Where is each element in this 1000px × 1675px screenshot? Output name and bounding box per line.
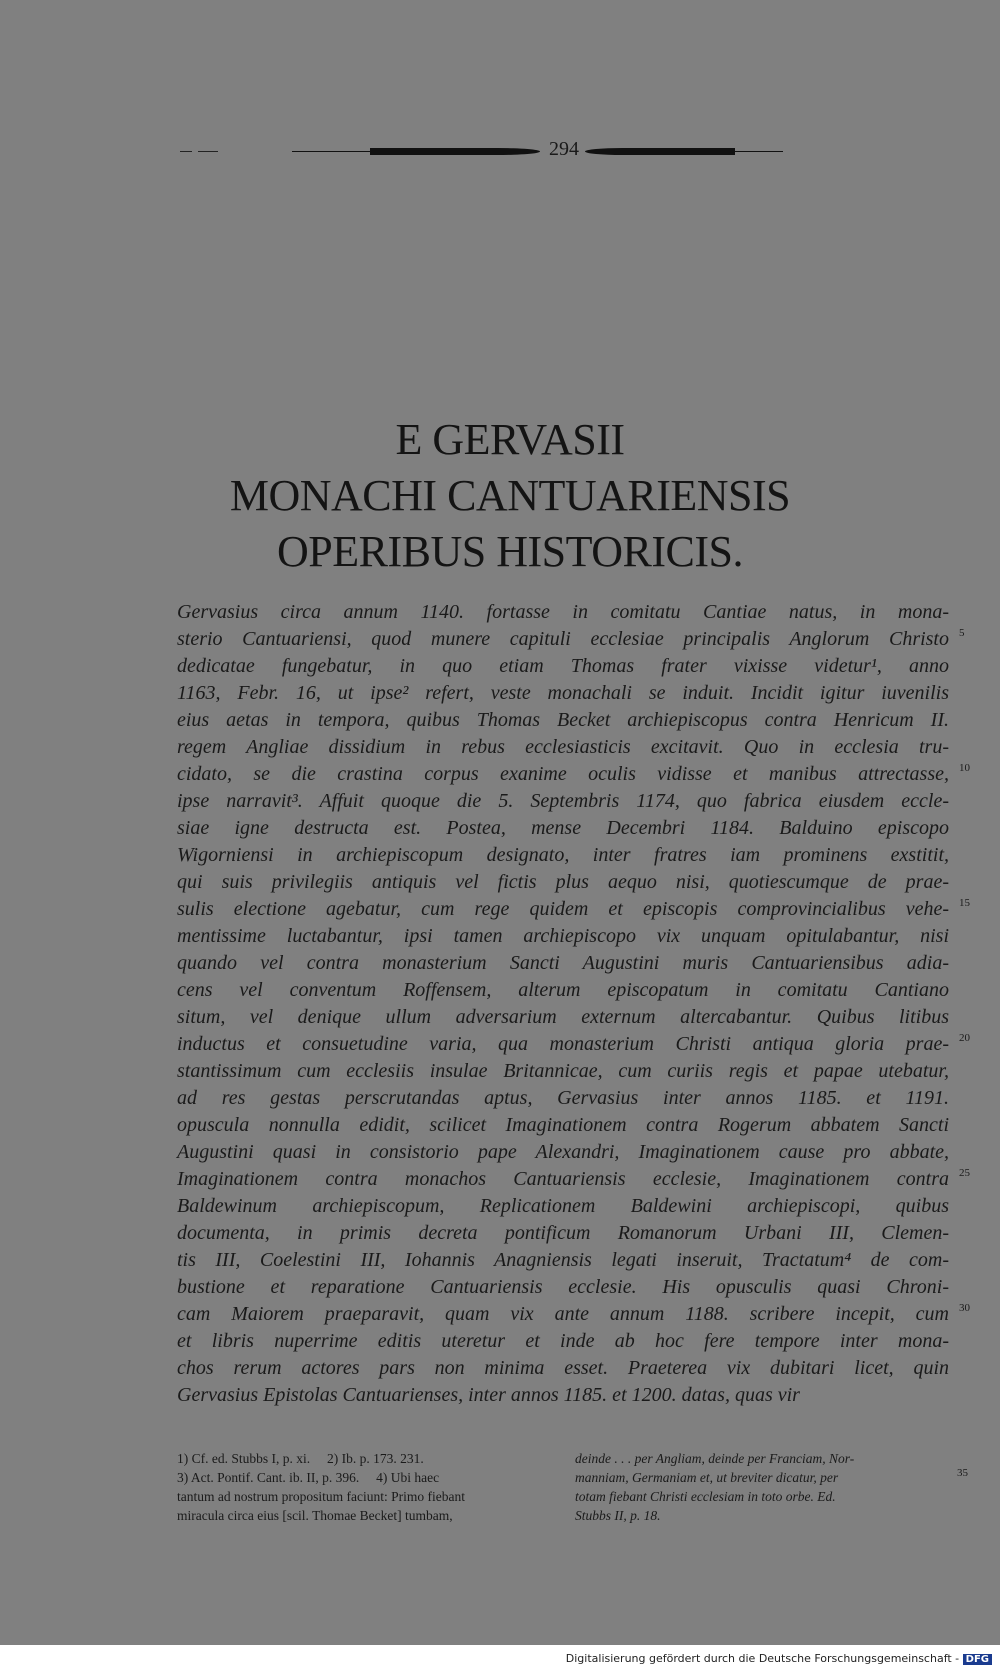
text-line-content: dedicatae fungebatur, in quo etiam Thomas frater vixisse videtur¹, anno bbox=[177, 655, 949, 677]
text-line-content: qui suis privilegiis antiquis vel fictis plus aequo nisi, quotiescumque de prae- bbox=[177, 871, 949, 893]
title-line: OPERIBUS HISTORICIS. bbox=[277, 527, 743, 576]
text-line-content: inductus et consuetudine varia, qua monasterium Christi antiqua gloria prae- bbox=[177, 1033, 949, 1055]
text-line bbox=[177, 626, 965, 653]
title-line: MONACHI CANTUARIENSIS bbox=[229, 471, 791, 520]
body-text bbox=[177, 599, 970, 1409]
title-line: E GERVASII bbox=[395, 415, 625, 464]
text-line-content: chos rerum actores pars non minima esset. Praeterea vix dubitari licet, quin bbox=[177, 1357, 949, 1379]
text-line-content: mentissime luctabantur, ipsi tamen archiepiscopo vix unquam opitulabantur, nisi bbox=[177, 925, 949, 947]
footnote-text: manniam, Germaniam et, ut breviter dicatur, per bbox=[575, 1470, 839, 1485]
line-number: 5 bbox=[959, 627, 965, 639]
footnote-text: Stubbs II, p. 18. bbox=[575, 1508, 661, 1523]
text-line-content: Baldewinum archiepiscopum, Replicationem Baldewini archiepiscopi, quibus bbox=[177, 1195, 949, 1217]
text-line bbox=[177, 1247, 955, 1274]
page-header bbox=[0, 138, 1000, 162]
text-line-content: cidato, se die crastina corpus exanime oculis vidisse et manibus attrectasse, bbox=[177, 763, 949, 785]
text-line bbox=[177, 599, 955, 626]
text-line-content: situm, vel denique ullum adversarium externum altercabantur. Quibus litibus bbox=[177, 1006, 949, 1028]
line-number: 30 bbox=[959, 1302, 970, 1314]
footnote-line: 3) Act. Pontif. Cant. ib. II, p. 396. 4) Ubi haec bbox=[177, 1470, 440, 1485]
text-line-content: Imaginationem contra monachos Cantuariensis ecclesie, Imaginationem contra bbox=[177, 1168, 949, 1190]
text-line bbox=[177, 950, 955, 977]
footnote-line bbox=[575, 1506, 955, 1525]
header-rule bbox=[370, 148, 540, 155]
text-line-content: sulis electione agebatur, cum rege quidem et episcopis comprovincialibus vehe- bbox=[177, 898, 949, 920]
text-line bbox=[177, 653, 955, 680]
text-line-content: sterio Cantuariensi, quod munere capituli ecclesiae principalis Anglorum Christo bbox=[177, 628, 949, 650]
text-line-content: Augustini quasi in consistorio pape Alexandri, Imaginationem cause pro abbate, bbox=[177, 1141, 949, 1163]
text-line bbox=[177, 1031, 970, 1058]
page-title bbox=[180, 412, 840, 580]
text-line-content: stantissimum cum ecclesiis insulae Britannicae, cum curiis regis et papae utebatur, bbox=[177, 1060, 949, 1082]
text-line bbox=[177, 734, 955, 761]
footnote-line bbox=[575, 1487, 955, 1506]
text-line bbox=[177, 788, 955, 815]
line-number: 35 bbox=[957, 1467, 968, 1479]
footnote-line: 1) Cf. ed. Stubbs I, p. xi. 2) Ib. p. 173. 231. bbox=[177, 1451, 424, 1466]
text-line-content: opuscula nonnulla edidit, scilicet Imaginationem contra Rogerum abbatem Sancti bbox=[177, 1114, 949, 1136]
digitization-credit bbox=[566, 1652, 992, 1665]
text-line bbox=[177, 896, 970, 923]
text-line-content: Gervasius Epistolas Cantuarienses, inter annos 1185. et 1200. datas, quas vir bbox=[177, 1384, 800, 1406]
text-line bbox=[177, 923, 955, 950]
line-number: 10 bbox=[959, 762, 970, 774]
text-line bbox=[177, 1085, 955, 1112]
text-line-content: ipse narravit³. Affuit quoque die 5. Septembris 1174, quo fabrica eiusdem eccle- bbox=[177, 790, 949, 812]
header-rule bbox=[585, 148, 735, 155]
line-number: 20 bbox=[959, 1032, 970, 1044]
text-line bbox=[177, 1004, 955, 1031]
header-rule bbox=[180, 151, 192, 152]
text-line-content: et libris nuperrime editis uteretur et inde ab hoc fere tempore inter mona- bbox=[177, 1330, 949, 1352]
text-line-content: documenta, in primis decreta pontificum Romanorum Urbani III, Clemen- bbox=[177, 1222, 949, 1244]
text-line bbox=[177, 1301, 970, 1328]
text-line-content: 1163, Febr. 16, ut ipse² refert, veste monachali se induit. Incidit igitur iuvenilis bbox=[177, 682, 949, 704]
text-line-content: bustione et reparatione Cantuariensis ecclesie. His opusculis quasi Chroni- bbox=[177, 1276, 949, 1298]
footnote-text: deinde . . . per Angliam, deinde per Franciam, Nor- bbox=[575, 1451, 855, 1466]
text-line-content: Wigorniensi in archiepiscopum designato, inter fratres iam prominens exstitit, bbox=[177, 844, 949, 866]
footnotes-right bbox=[575, 1449, 968, 1525]
credit-text: Digitalisierung gefördert durch die Deutsche Forschungsgemeinschaft - bbox=[565, 1652, 960, 1665]
text-line bbox=[177, 1166, 970, 1193]
text-line-content: Gervasius circa annum 1140. fortasse in comitatu Cantiae natus, in mona- bbox=[177, 601, 949, 623]
text-line bbox=[177, 707, 955, 734]
footnote-line bbox=[575, 1467, 968, 1487]
text-line bbox=[177, 815, 955, 842]
text-line bbox=[177, 1112, 955, 1139]
text-line bbox=[177, 1274, 955, 1301]
footnote-text: totam fiebant Christi ecclesiam in toto orbe. Ed. bbox=[575, 1489, 836, 1504]
text-line-content: cam Maiorem praeparavit, quam vix ante annum 1188. scribere incepit, cum bbox=[177, 1303, 949, 1325]
header-rule bbox=[733, 151, 783, 152]
text-line bbox=[177, 1058, 955, 1085]
text-line bbox=[177, 1139, 955, 1166]
text-line bbox=[177, 1382, 955, 1409]
text-line-content: tis III, Coelestini III, Iohannis Anagniensis legati inseruit, Tractatum⁴ de com- bbox=[177, 1249, 949, 1271]
text-line-content: ad res gestas perscrutandas aptus, Gervasius inter annos 1185. et 1191. bbox=[177, 1087, 949, 1109]
text-line bbox=[177, 1355, 955, 1382]
footnote-line bbox=[575, 1449, 955, 1468]
text-line bbox=[177, 1220, 955, 1247]
line-number: 25 bbox=[959, 1167, 970, 1179]
text-line-content: cens vel conventum Roffensem, alterum episcopatum in comitatu Cantiano bbox=[177, 979, 949, 1001]
text-line-content: quando vel contra monasterium Sancti Augustini muris Cantuariensibus adia- bbox=[177, 952, 949, 974]
text-line-content: eius aetas in tempora, quibus Thomas Becket archiepiscopus contra Henricum II. bbox=[177, 709, 949, 731]
footnotes-left bbox=[177, 1449, 549, 1525]
footnote-line: tantum ad nostrum propositum faciunt: Primo fiebant bbox=[177, 1489, 465, 1504]
text-line bbox=[177, 680, 955, 707]
header-rule bbox=[198, 151, 218, 152]
footnote-line: miracula circa eius [scil. Thomae Becket] tumbam, bbox=[177, 1508, 453, 1523]
text-line bbox=[177, 1328, 955, 1355]
page-number: 294 bbox=[549, 138, 579, 160]
text-line bbox=[177, 1193, 955, 1220]
line-number: 15 bbox=[959, 897, 970, 909]
dfg-logo: DFG bbox=[963, 1654, 992, 1665]
text-line bbox=[177, 869, 955, 896]
text-line-content: siae igne destructa est. Postea, mense Decembri 1184. Balduino episcopo bbox=[177, 817, 949, 839]
text-line bbox=[177, 842, 955, 869]
text-line bbox=[177, 977, 955, 1004]
text-line bbox=[177, 761, 970, 788]
text-line-content: regem Angliae dissidium in rebus ecclesiasticis excitavit. Quo in ecclesia tru- bbox=[177, 736, 949, 758]
header-rule bbox=[292, 151, 372, 152]
